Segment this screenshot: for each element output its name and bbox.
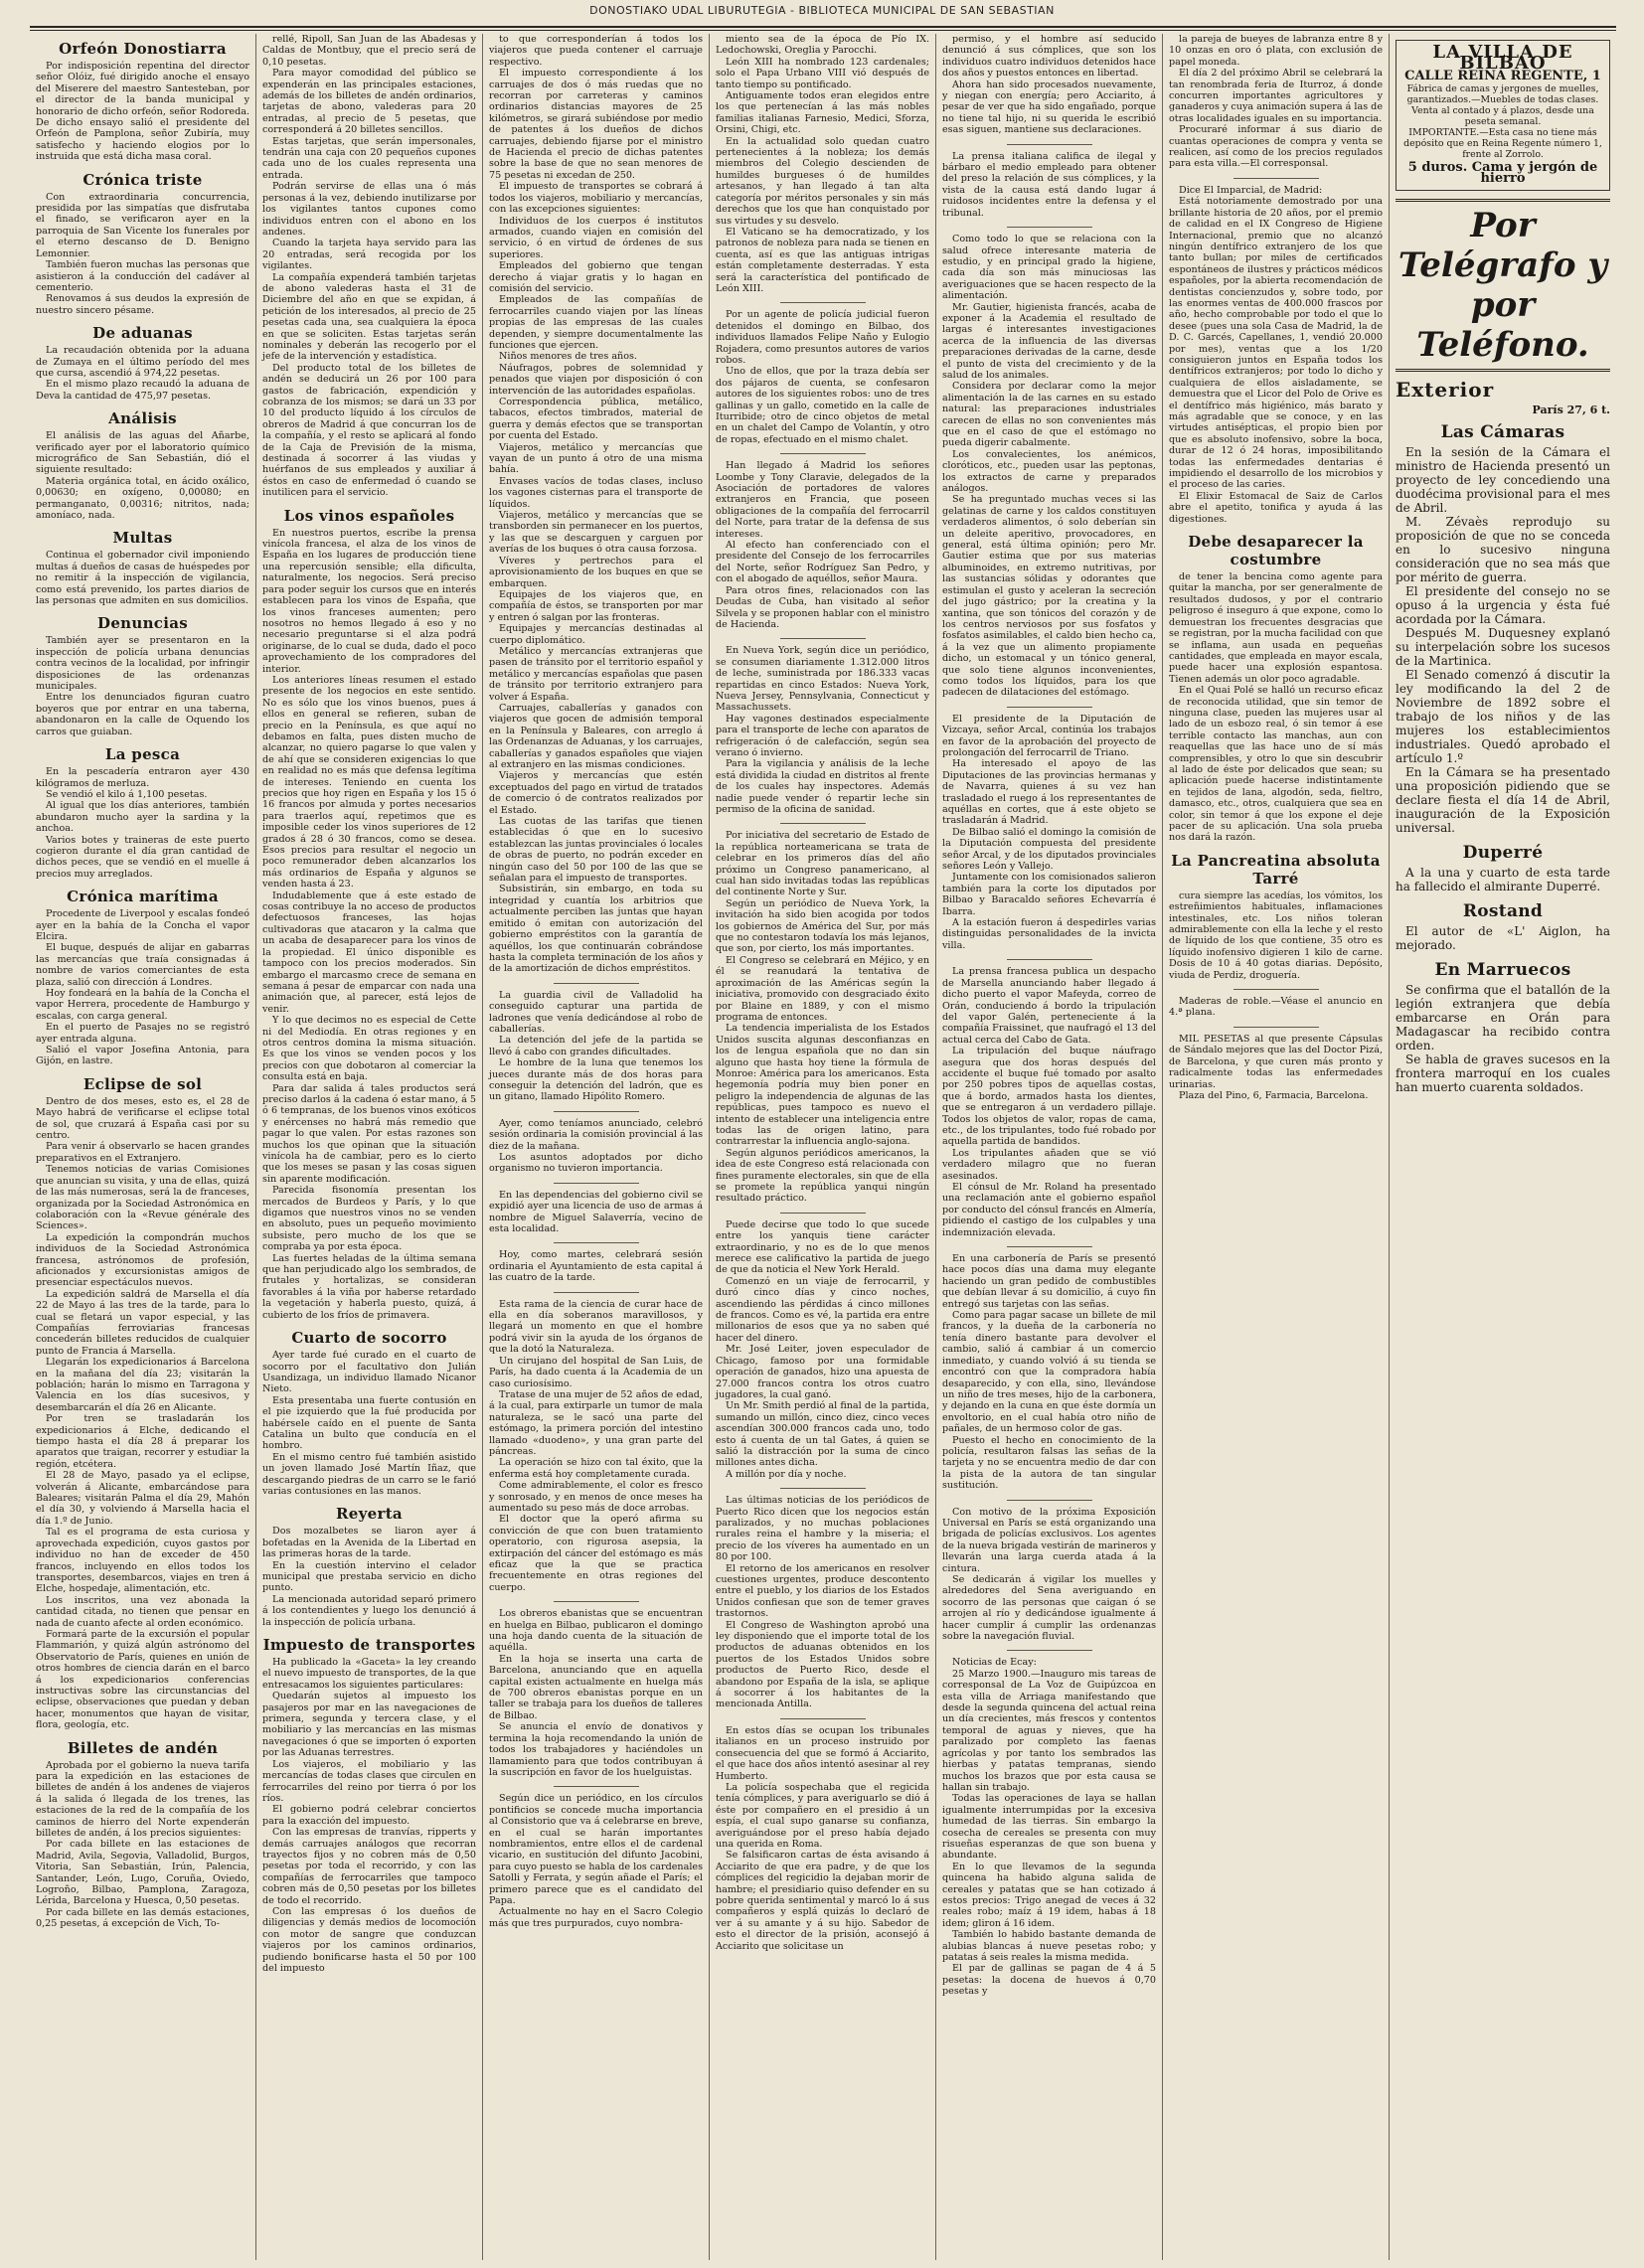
article-paragraph: Se anuncia el envío de donativos y termina la hoja recomendando la unión de todos los trabajadores y haciéndoles un llamamiento para que todos contribuyan á la suscripción en favor de los huelguistas. [489, 1721, 703, 1778]
telegram-paragraph: El presidente del consejo no se opuso á la urgencia y ésta fué acordada por la Cámara. [1396, 584, 1610, 626]
article-paragraph: Quedarán sujetos al impuesto los pasajeros por mar en las navegaciones de primera, segunda y tercera clase, y el mobiliario y las mercancías en las mismas navegaciones ó que se importen ó exporten por las Aduanas terrestres. [262, 1691, 476, 1759]
ad-title: LA VILLA DE BILBAO [1432, 42, 1573, 74]
ad-line: Fábrica de camas y jergones de muelles, garantizados.—Muebles de todas clases. [1406, 83, 1599, 105]
article-paragraph: Equipajes de los viajeros que, en compañía de éstos, se transporten por mar y entren ó salgan por las fronteras. [489, 588, 703, 623]
ad-line: Venta al contado y á plazos, desde una peseta semanal. [1411, 105, 1594, 127]
article-separator [554, 1786, 639, 1787]
article-paragraph: El retorno de los americanos en resolver cuestiones urgentes, produce descontento entre el pueblo, y los diarios de los Estados Unidos confiesan que son de temer graves trastornos. [716, 1562, 929, 1620]
article-untitled [716, 1718, 929, 1952]
article-paragraph: Como para pagar sacase un billete de mil francos, y la dueña de la carbonería no tenía dinero bastante para devolver el cambio, salió á cambiar á un comercio inmediato, y cuando volvió á su tienda se encontró con que la compradora había desaparecido, y con ella, sino, llevándose un niño de tres meses, hijo de la carbonera, y dejando en la cuna en que éste dormía un envoltorio, en el cual había otro niño de pañales, de un hermoso color de gas. [942, 1310, 1156, 1435]
dateline: París 27, 6 t. [1532, 404, 1610, 416]
article-paragraph: En la hoja se inserta una carta de Barcelona, anunciando que en aquella capital existen actualmente en huelga más de 700 obreros ebanistas porque en un taller se trabaja para los dueños de talleres de Bilbao. [489, 1653, 703, 1721]
article-untitled [489, 34, 703, 975]
article-debe-desaparecer-la-costumbre [1169, 533, 1383, 844]
ad-villa-de-bilbao [1396, 40, 1610, 191]
article-paragraph: En el mismo plazo recaudó la aduana de Deva la cantidad de 475,97 pesetas. [36, 379, 249, 402]
article-untitled [489, 1242, 703, 1283]
article-paragraph: Según dice un periódico, en los círculos pontificios se concede mucha importancia al Consistorio que va á celebrarse en breve, en el cual se harán importantes nombramientos, entre ellos el de cardenal vicario, en sustitución del difunto Jacobini, para cuyo puesto se habla de los cardenales Satolli y Ferrata, y según añade el París; el primero parece que es el candidato del Papa. [489, 1793, 703, 1906]
article-paragraph: Con extraordinaria concurrencia, presidida por las simpatías que disfrutaba el finado, se verificaron ayer en la parroquia de San Vicente los funerales por el eterno descanso de D. Benigno Lemonnier. [36, 191, 249, 259]
article-la-pesca [36, 745, 249, 880]
telegram-paragraph: En la sesión de la Cámara el ministro de Hacienda presentó un proyecto de ley concediendo una duodécima provisional para el mes de Abril. [1396, 445, 1610, 515]
article-paragraph: Al igual que los días anteriores, también abundaron mucho ayer la sardina y la anchoa. [36, 800, 249, 835]
article-paragraph: También ayer se presentaron en la inspección de policía urbana denuncias contra vecinos de la localidad, por infringir disposiciones de las ordenanzas municipales. [36, 635, 249, 693]
article-paragraph: En el mismo centro fué también asistido un joven llamado José Martín Iñaz, que descargando piedras de un carro se le farió varias contusiones en las manos. [262, 1451, 476, 1497]
article-separator [1007, 707, 1092, 708]
article-paragraph: Los asuntos adoptados por dicho organismo no tuvieron importancia. [489, 1152, 703, 1175]
article-separator [554, 1242, 639, 1243]
article-paragraph: Tratase de una mujer de 52 años de edad, á la cual, para extirparle un tumor de mala naturaleza, se le sacó una parte del estómago, la primera porción del intestino llamado «duodeno», y una gran parte del páncreas. [489, 1388, 703, 1457]
article-paragraph: Para venir á observarlo se hacen grandes preparativos en el Extranjero. [36, 1141, 249, 1164]
article-paragraph: Actualmente no hay en el Sacro Colegio más que tres purpurados, cuyo nombra- [489, 1906, 703, 1929]
article-separator [780, 453, 866, 454]
article-paragraph: Para otros fines, relacionados con las Deudas de Cuba, han visitado al señor Silvela y se proponen hablar con el ministro de Hacienda. [716, 584, 929, 630]
article-paragraph: MIL PESETAS al que presente Cápsulas de Sándalo mejores que las del Doctor Pizá, de Barcelona, y que curen más pronto y radicalmente todas las enfermedades urinarias. [1169, 1033, 1383, 1090]
article-untitled [489, 1786, 703, 1929]
article-paragraph: El Congreso se celebrará en Méjico, y en él se reanudará la tentativa de aproximación de las Américas según la iniciativa, promovido con desgraciado éxito por Blaine en 1889, y con el mismo programa de entonces. [716, 954, 929, 1023]
article-paragraph: Uno de ellos, que por la traza debía ser dos pájaros de cuenta, se confesaron autores de los siguientes robos: uno de tres gallinas y un gallo, cometido en la calle de Iturribide; otro de cinco objetos de metal en un chalet del Campo de Volantín, y otro de ropas, efectuado en el mismo chalet. [716, 366, 929, 445]
article-paragraph: Entre los denunciados figuran cuatro boyeros que por entrar en una taberna, abandonaron en la calle de Oquendo los carros que guiaban. [36, 692, 249, 737]
article-paragraph: El Vaticano se ha democratizado, y los patronos de nobleza para nada se tienen en cuenta, así es que las antiguas intrigas están completamente desterradas. Y esta será la característica del pontificado de León XIII. [716, 226, 929, 294]
article-paragraph: Con las empresas ó los dueños de diligencias y demás medios de locomoción con motor de sangre que conduzcan viajeros por los caminos ordinarios, pudiendo bonificarse hasta el 50 por 100 del impuesto [262, 1905, 476, 1974]
article-cuarto-de-socorro [262, 1329, 476, 1497]
article-headline: Debe desaparecer la costumbre [1188, 533, 1364, 569]
article-paragraph: Envases vacíos de todas clases, incluso los vagones cisternas para el transporte de líquidos. [489, 475, 703, 510]
article-paragraph: La tripulación del buque náufrago asegura que dos horas después del accidente el buque fué tomado por asalto por 250 pobres tipos de aquellas costas, que á bordo, armados hasta los dientes, que se entregaron á un verdadero pillaje. Todos los objetos de valor, ropas de cama, etc., de los tripulantes, todo fué robado por aquella partida de bandidos. [942, 1046, 1156, 1148]
article-paragraph: Dos mozalbetes se liaron ayer á bofetadas en la Avenida de la Libertad en las primeras horas de la tarde. [262, 1526, 476, 1560]
article-untitled [489, 1111, 703, 1175]
article-paragraph: Equipajes y mercancías destinadas al cuerpo diplomático. [489, 623, 703, 646]
section-title: Exterior [1396, 378, 1495, 402]
article-paragraph: Tenemos noticias de varias Comisiones que anuncian su visita, y una de ellas, quizá de las más numerosas, será la de franceses, organizada por la Sociedad Astronómica en colaboración con la «Revue générale des Sciences». [36, 1164, 249, 1232]
article-paragraph: El impuesto correspondiente á los carruajes de dos ó más ruedas que no recorran por carreteras y caminos ordinarios distancias mayores de 25 kilómetros, se girará subiéndose por medio de patentes á los dueños de dichos carruajes, debiendo fijarse por el ministro de Hacienda el precio de dichas patentes sobre la base de que no sean menores de 75 pesetas ni excedan de 250. [489, 68, 703, 181]
telegram-paragraph: A la una y cuarto de esta tarde ha fallecido el almirante Duperré. [1396, 866, 1610, 893]
article-paragraph: Ayer tarde fué curado en el cuarto de socorro por el facultativo don Julián Usandizaga, un individuo llamado Nicanor Nieto. [262, 1350, 476, 1395]
ad-line: IMPORTANTE.—Esta casa no tiene más depósito que en Reina Regente número 1, frente al Zorrolo. [1403, 127, 1602, 160]
article-paragraph: Se falsificaron cartas de ésta avisando á Acciarito de que era padre, y de que los cómplices del regicidio la dejaban morir de hambre; el presidiario quiso defender en su pobre querida sentimental y marcó lo á sus compañeros y esplá quizás lo declaró de ver á su amante y á su hijo. Sabedor de esto el director de la prisión, aconsejó á Acciarito que solicitase un [716, 1850, 929, 1952]
article-paragraph: Por cada billete en las estaciones de Madrid, Avila, Segovia, Valladolid, Burgos, Vitoria, San Sebastián, Irún, Palencia, Santander, León, Lugo, Coruña, Oviedo, Logroño, Bilbao, Pamplona, Zaragoza, Lérida, Barcelona y Huesca, 0,50 pesetas. [36, 1839, 249, 1907]
article-separator [1233, 1027, 1319, 1028]
article-headline: Impuesto de transportes [262, 1636, 476, 1655]
article-paragraph: La prensa francesa publica un despacho de Marsella anunciando haber llegado á dicho puerto el vapor Mafeyda, correo de Orán, conduciendo á bordo la tripulación del vapor Galén, perteneciente á la compañía Fraissinet, que naufragó el 13 del actual cerca del Cabo de Gata. [942, 966, 1156, 1046]
article-paragraph: Del producto total de los billetes de andén se deducirá un 26 por 100 para gastos de fabricación, expendición y cobranza de los mismos; se dará un 33 por 10 del producto líquido á los círculos de obreros de Madrid á que concurran los de la compañía, y el resto se aplicará al fondo de la Caja de Previsión de la misma, destinada á socorrer á las viudas y huérfanos de sus empleados y auxiliar á éstos en caso de enfermedad ó cuando se inutilicen para el servicio. [262, 362, 476, 499]
telegram-las-camaras [1396, 422, 1610, 835]
article-los-vinos-espanoles [262, 507, 476, 1321]
article-paragraph: Hay vagones destinados especialmente para el transporte de leche con aparatos de refrigeración ó de calefacción, según sea verano ó invierno. [716, 713, 929, 758]
article-paragraph: Hoy, como martes, celebrará sesión ordinaria el Ayuntamiento de esta capital á las cuatro de la tarde. [489, 1249, 703, 1284]
article-separator [554, 1601, 639, 1602]
article-headline: De aduanas [92, 324, 193, 343]
article-untitled [716, 638, 929, 815]
article-paragraph: Continua el gobernador civil imponiendo multas á dueños de casas de huéspedes por no remitir á la inspección de vigilancia, como está prevenido, los partes diarios de las personas que admiten en sus domicilios. [36, 550, 249, 607]
article-untitled [942, 1500, 1156, 1643]
article-untitled [942, 34, 1156, 136]
article-paragraph: El día 2 del próximo Abril se celebrará la tan renombrada feria de Iturroz, á donde concurren importantes agricultores y ganaderos y cuya animación supera á las de otras localidades iguales en su importancia. [1169, 68, 1383, 124]
article-paragraph: Formará parte de la excursión el popular Flammarión, y quizá algún astrónomo del Observatorio de París, quienes en unión de otros hombres de ciencia darán en el barco á los expedicionarios conferencias instructivas sobre las circunstancias del eclipse, observaciones que puedan y deban hacer, monumentos que hayan de visitar, flora, geología, etc. [36, 1628, 249, 1731]
article-paragraph: A millón por día y noche. [726, 1468, 847, 1480]
article-untitled [489, 1183, 703, 1235]
column-7 [1390, 34, 1616, 2260]
article-paragraph: El par de gallinas se pagan de 4 á 5 pesetas: la docena de huevos á 0,70 pesetas y [942, 1963, 1156, 1998]
article-paragraph: Viajeros, metálico y mercancías que vayan de un punto á otro de una misma bahía. [489, 441, 703, 476]
article-untitled [942, 707, 1156, 952]
article-paragraph: Plaza del Pino, 6, Farmacia, Barcelona. [1179, 1089, 1369, 1101]
article-paragraph: Mr. José Leiter, joven especulador de Chicago, famoso por una formidable operación de ganados, hizo una apuesta de 27.000 francos contra los otros cuatro jugadores, la cual ganó. [716, 1344, 929, 1400]
telegram-rostand [1396, 901, 1610, 952]
article-paragraph: Viajeros, metálico y mercancías que se transborden sin permanecer en los puertos, y las que se descarguen y carguen por averías de los buques ó otra causa forzosa. [489, 510, 703, 556]
article-paragraph: Materia orgánica total, en ácido oxálico, 0,00630; en oxígeno, 0,00080; en permanganato, 0,00316; nitritos, nada; amoníaco, nada. [36, 475, 249, 521]
article-paragraph: El presidente de la Diputación de Vizcaya, señor Arcal, continúa los trabajos en favor de la aprobación del proyecto de prolongación del ferrocarril de Triano. [942, 713, 1156, 758]
article-eclipse-de-sol [36, 1075, 249, 1731]
article-paragraph: En lo que llevamos de la segunda quincena ha habido alguna salida de cereales y patatas que se han cotizado á estos precios: Trigo anegad de veces á 32 reales robo; maíz á 19 idem, habas á 18 idem; gliron á 16 idem. [942, 1861, 1156, 1929]
article-paragraph: Puesto el hecho en conocimiento de la policía, resultaron falsas las señas de la tarjeta y no se encuentra medio de dar con la pista de la autora de tan singular sustitución. [942, 1434, 1156, 1492]
article-paragraph: la pareja de bueyes de labranza entre 8 y 10 onzas en oro ó plata, con exclusión de papel moneda. [1169, 34, 1383, 68]
article-paragraph: Los viajeros, el mobiliario y las mercancías de todas clases que circulen en ferrocarriles del reino por tierra ó por los ríos. [262, 1758, 476, 1804]
top-rule [30, 26, 1616, 31]
article-headline: Cuarto de socorro [291, 1329, 447, 1348]
article-paragraph: Para la vigilancia y análisis de la leche está dividida la ciudad en distritos al frente de los cuales hay inspectores. Además nadie puede vender ó repartir leche sin permiso de la oficina de sanidad. [716, 758, 929, 815]
article-paragraph: Procuraré informar á sus diario de cuantas operaciones de compra y venta se realicen, así como de los precios regulados para esta villa.—El corresponsal. [1169, 124, 1383, 170]
article-paragraph: Estas tarjetas, que serán impersonales, tendrán una caja con 20 pequeños cupones cada uno de los cuales representa una entrada. [262, 135, 476, 181]
article-paragraph: cura siempre las acedías, los vómitos, los estreñimientos habituales, inflamaciones intestinales, etc. Los niños toleran admirablemente con ella la leche y el resto de líquido de los que contiene, 35 otro es líquido inofensivo digieren 1 kilo de carne. Dosis de 10 á 40 gotas diarias. Depósito, viuda de Perdiz, droguería. [1169, 890, 1383, 981]
article-separator [780, 1718, 866, 1719]
article-headline: Reyerta [336, 1505, 403, 1524]
article-paragraph: La detención del jefe de la partida se llevó á cabo con grandes dificultades. [489, 1035, 703, 1057]
article-headline: Análisis [108, 409, 177, 428]
article-paragraph: Individuos de los cuerpos é institutos armados, cuando viajen en comisión del servicio, ó en virtud de órdenes de sus superiores. [489, 215, 703, 260]
article-paragraph: Los inscritos, una vez abonada la cantidad citada, no tienen que pensar en nada de cuanto afecte al orden económico. [36, 1594, 249, 1629]
article-headline: Billetes de andén [67, 1738, 219, 1757]
article-paragraph: Llegarán los expedicionarios á Barcelona en la mañana del día 23; visitarán la población; harán lo mismo en Tarragona y Valencia en los días sucesivos, y desembarcarán el día 26 en Alicante. [36, 1357, 249, 1413]
article-paragraph: Correspondencia pública, metálico, tabacos, efectos timbrados, material de guerra y demás efectos que se transportan por cuenta del Estado. [489, 397, 703, 442]
telegram-paragraph: Se confirma que el batallón de la legión extranjera que debía embarcarse en Orán para Madagascar ha recibido contra orden. [1396, 983, 1610, 1053]
article-untitled [1169, 989, 1383, 1019]
article-headline: Los vinos españoles [283, 506, 455, 525]
article-paragraph: Dentro de dos meses, esto es, el 28 de Mayo habrá de verificarse el eclipse total de sol, que cruzará á España casi por su centro. [36, 1095, 249, 1142]
article-paragraph: Los convalecientes, los anémicos, cloróticos, etc., pueden usar las peptonas, los extractos de carne y preparados análogos. [942, 448, 1156, 495]
article-paragraph: Indudablemente que á este estado de cosas contribuye la no acceso de productos defectuosos franceses, las hojas cultivadoras que atacaron y la calma que un acaba de desaparecer para los vinos de la propiedad. El único disponible es tampoco con los precios moderados. Sin embargo el marcasmo crece de semana en semana á pesar de emparcar con nada una animación que, al parecer, está lejos de venir. [262, 890, 476, 1015]
article-la-pancreatina-absoluta-tarre [1169, 852, 1383, 981]
article-paragraph: Han llegado á Madrid los señores Loombe y Tony Claravie, delegados de la Asociación de portadores de valores extranjeros en Francia, que poseen obligaciones de la compañía del ferrocarril del Norte, para tratar de la defensa de sus intereses. [716, 460, 929, 540]
article-paragraph: A la estación fueron á despedirles varias distinguidas personalidades de la invicta villa. [942, 917, 1156, 951]
article-headline: Crónica marítima [67, 888, 219, 906]
column-5 [936, 34, 1163, 2260]
article-paragraph: 25 Marzo 1900.—Inauguro mis tareas de corresponsal de La Voz de Guipúzcoa en esta villa de Arriaga manifestando que desde la segunda quincena del actual reina un día crecientes, más frescos y contentos temporal de aguas y nieves, que ha paralizado por completo las faenas agrícolas y por tanto los sembrados las hierbas y patatas tempranas, siendo muchos los brazos que por esta causa se hallan sin trabajo. [942, 1668, 1156, 1793]
article-paragraph: de tener la bencina como agente para quitar la mancha, por ser generalmente de resultados dudosos, y por el contrario peligroso é inseguro á que expone, como lo demuestran los frecuentes desgracias que se registran, por la mucha facilidad con que se inflama, aun usada en pequeñas cantidades, que empleada en mayor escala, puede hacer una explosión espantosa. Tienen además un olor poco agradable. [1169, 571, 1383, 685]
article-paragraph: La guardia civil de Valladolid ha conseguido capturar una partida de ladrones que venía dedicándose al robo de caballerías. [489, 989, 703, 1035]
article-impuesto-de-transportes [262, 1636, 476, 1974]
article-paragraph: Salió el vapor Josefina Antonia, para Gijón, en lastre. [36, 1045, 249, 1067]
late-articles [1396, 422, 1610, 1094]
article-paragraph: Comenzó en un viaje de ferrocarril, y duró cinco días y cinco noches, ascendiendo las pérdidas á cinco millones de francos. Como es vé, la partida era entre millonarios de esos que ya no saben qué hacer del dinero. [716, 1275, 929, 1344]
article-untitled [489, 983, 703, 1103]
article-paragraph: Por indisposición repentina del director señor Olóiz, fué dirigido anoche el ensayo del Miserere del maestro Santesteban, por el director de la banda municipal y honorario de dicho orfeón, señor Rodoreda. De dicho ensayo salió el presidente del Orfeón de Pamplona, señor Zubiría, muy satisfecho y haciendo elogios por lo instruida que está dicha masa coral. [36, 61, 249, 163]
ad-subtitle: CALLE REINA REGENTE, 1 [1404, 69, 1601, 83]
article-untitled [716, 1213, 929, 1480]
library-header: DONOSTIAKO UDAL LIBURUTEGIA - BIBLIOTECA MUNICIPAL DE SAN SEBASTIAN [589, 4, 1055, 17]
article-paragraph: Según algunos periódicos americanos, la idea de este Congreso está relacionada con fines puramente electorales, sin que de ella se promete la república yanqui ningún resultado práctico. [716, 1147, 929, 1205]
article-separator [1007, 1650, 1092, 1651]
article-headline: Crónica triste [82, 170, 203, 189]
article-paragraph: Todas las operaciones de laya se hallan igualmente interrumpidas por la excesiva humedad de las tierras. Sin embargo la cosecha de cereales se presenta con muy risueñas esperanzas de que son buena y abundante. [942, 1793, 1156, 1862]
article-untitled [716, 302, 929, 445]
article-paragraph: Tal es el programa de esta curiosa y aprovechada expedición, cuyos gastos por individuo no han de exceder de 450 francos, incluyendo en ellos todos los transportes, desembarcos, viajes en tren á Elche, hospedaje, alimentación, etc. [36, 1527, 249, 1595]
article-paragraph: El 28 de Mayo, pasado ya el eclipse, volverán á Alicante, embarcándose para Baleares; visitarán Palma el día 29, Mahón el día 30, y volviendo á Marsella hacia el día 1.º de Junio. [36, 1470, 249, 1527]
article-untitled [942, 227, 1156, 699]
article-paragraph: El Elixir Estomacal de Saiz de Carlos abre el apetito, tonifica y ayuda á las digestiones. [1169, 490, 1383, 525]
article-paragraph: La expedición saldrá de Marsella el día 22 de Mayo á las tres de la tarde, para lo cual se fletará un vapor especial, y las Compañías ferroviarias francesas concederán billetes reducidos de cualquier punto de Francia á Marsella. [36, 1288, 249, 1357]
article-paragraph: En estos días se ocupan los tribunales italianos en un proceso instruido por consecuencia del que se formó á Acciarito, el que hace dos años intentó asesinar al rey Humberto. [716, 1724, 929, 1782]
article-untitled [942, 1650, 1156, 1997]
article-separator [1233, 989, 1319, 990]
telegram-headline: Las Cámaras [1440, 422, 1565, 442]
article-separator [780, 302, 866, 303]
article-untitled [489, 1601, 703, 1778]
article-paragraph: Los tripulantes añaden que se vió verdadero milagro que no fueran asesinados. [942, 1147, 1156, 1182]
column-1 [30, 34, 256, 2260]
article-untitled [942, 959, 1156, 1238]
article-separator [1007, 1246, 1092, 1247]
article-paragraph: Mr. Gautier, higienista francés, acaba de exponer á la Academia el resultado de largas é interesantes investigaciones acerca de la influencia de las diversas preparaciones derivadas de la carne, desde el punto de vista del crecimiento y de la salud de los animales. [942, 301, 1156, 381]
article-paragraph: La compañía expenderá también tarjetas de abono valederas hasta el 31 de Diciembre del año en que se expidan, á petición de los interesados, al precio de 25 pesetas cada una, sea cualquiera la época en que se soliciten. Estas tarjetas serán nominales y deberán las recogerlo por el jefe de la intervención y estadística. [262, 271, 476, 363]
article-paragraph: Antiguamente todos eran elegidos entre los que pertenecían á las más nobles familias italianas Farnesio, Medici, Sforza, Orsini, Chigi, etc. [716, 90, 929, 136]
article-separator [554, 1292, 639, 1293]
article-paragraph: Ha interesado el apoyo de las Diputaciones de las provincias hermanas y de Navarra, quienes á su vez han trasladado el ruego á los representantes de aquéllas en cortes, que á este objeto se trasladarán á Madrid. [942, 758, 1156, 827]
telegram-paragraph: El Senado comenzó á discutir la ley modificando la del 2 de Noviembre de 1892 sobre el trabajo de los niños y de las mujeres los establecimientos industriales. Quedó aprobado el artículo 1.º [1396, 668, 1610, 765]
article-paragraph: Un cirujano del hospital de San Luis, de París, ha dado cuenta á la Academia de un caso curiosísimo. [489, 1355, 703, 1389]
article-paragraph: El gobierno podrá celebrar conciertos para la exacción del impuesto. [262, 1804, 476, 1827]
telegram-headline: En Marruecos [1434, 960, 1571, 980]
article-paragraph: Ha publicado la «Gaceta» la ley creando el nuevo impuesto de transportes, de la que entresacamos los siguientes particulares: [262, 1657, 476, 1691]
article-paragraph: Dice El Imparcial, de Madrid: [1179, 184, 1323, 196]
article-untitled [716, 34, 929, 294]
article-paragraph: Carruajes, caballerías y ganados con viajeros que gocen de admisión temporal en la Península y Baleares, con arreglo á las Ordenanzas de Aduanas, y los carruajes, caballerías y ganados españoles que viajen al extranjero en las mismas condiciones. [489, 702, 703, 770]
article-untitled [1169, 34, 1383, 170]
column-6 [1163, 34, 1390, 2260]
article-paragraph: Al efecto han conferenciado con el presidente del Consejo de los ferrocarriles del Norte, señor Rodríguez San Pedro, y con el abogado de aquéllos, señor Maura. [716, 540, 929, 585]
article-paragraph: En la actualidad solo quedan cuatro pertenecientes á la nobleza; los demás miembros del Colegio descienden de humildes burgueses ó de humildes artesanos, y han llegado á tan alta categoría por méritos personales y sin más derechos que los que han conquistado por sus virtudes y su desvelo. [716, 135, 929, 227]
article-separator [554, 1183, 639, 1184]
article-paragraph: Varios botes y traineras de este puerto cogieron durante el día gran cantidad de dichos peces, que se vendió en el muelle á precios muy arreglados. [36, 834, 249, 880]
article-paragraph: En las dependencias del gobierno civil se expidió ayer una licencia de uso de armas á nombre de Miguel Salaverría, vecino de esta localidad. [489, 1189, 703, 1235]
article-untitled [489, 1292, 703, 1594]
telegram-paragraph: Después M. Duquesney explanó su interpelación sobre los sucesos de la Martinica. [1396, 626, 1610, 668]
article-paragraph: Y lo que decimos no es especial de Cette ni del Mediodía. En otras regiones y en otros centros domina la misma situación. Es que los vinos se venden pocos y los precios con que dobotaron al comerciar la consulta está en baja. [262, 1015, 476, 1083]
article-paragraph: Según un periódico de Nueva York, la invitación ha sido bien acogida por todos los gobiernos de América del Sur, por más que no contestaron todavía los más lejanos, que son, por cierto, los más importantes. [716, 897, 929, 955]
article-paragraph: Se vendió el kilo á 1,100 pesetas. [46, 788, 208, 800]
article-paragraph: Como todo lo que se relaciona con la salud ofrece interesante materia de estudio, y en principal grado la higiene, cada día son más minuciosas las averiguaciones que se hacen respecto de la alimentación. [942, 234, 1156, 302]
article-paragraph: Ahora han sido procesados nuevamente, y niegan con energía; pero Acciarito, á pesar de ver que ha sido engañado, porque no tiene tal hijo, ni su querida le escribió esas siguen, mantiene sus declaraciones. [942, 79, 1156, 136]
article-paragraph: El análisis de las aguas del Añarbe, verificado ayer por el laboratorio químico micrográfico de San Sebastián, dió el siguiente resultado: [36, 430, 249, 476]
article-paragraph: Por tren se trasladarán los expedicionarios á Elche, dedicando el tiempo hasta el día 28 á preparar los aparatos que traigan, recorrer y estudiar la región, etcétera. [36, 1413, 249, 1470]
article-paragraph: Empleados del gobierno que tengan derecho á viajar gratis y lo hagan en comisión del servicio. [489, 260, 703, 294]
article-paragraph: Un Mr. Smith perdió al final de la partida, sumando un millón, cinco diez, cinco veces ascendían 300.000 francos cada uno, todo esto á cuenta de un tal Gates, á quien se salió la distracción por la suma de cinco millones antes dicha. [716, 1400, 929, 1469]
article-paragraph: to que corresponderían á todos los viajeros que pueda contener el carruaje respectivo. [489, 34, 703, 68]
telegram-paragraph: M. Zévaès reprodujo su proposición de que no se conceda en lo sucesivo ninguna consideración que no sea más que por mérito de guerra. [1396, 515, 1610, 584]
article-paragraph: La policía sospechaba que el regicida tenía cómplices, y para averiguarlo se dió á éste por compañero en el presidio á un espía, el cual supo ganarse su confianza, averiguándose por el preso había dejado una querida en Roma. [716, 1781, 929, 1850]
article-paragraph: Los obreros ebanistas que se encuentran en huelga en Bilbao, publicaron el domingo una hoja dando cuenta de la situación de aquélla. [489, 1608, 703, 1654]
article-paragraph: León XIII ha nombrado 123 cardenales; solo el Papa Urbano VIII vió después de tanto tiempo su pontificado. [716, 56, 929, 90]
article-paragraph: Come admirablemente, el color es fresco y sonrosado, y en menos de once meses ha aumentado su peso más de doce arrobas. [489, 1480, 703, 1514]
article-paragraph: Subsistirán, sin embargo, en toda su integridad y cuantía los arbitrios que actualmente perciben las juntas que hayan emitido ó emitan con autorización del gobierno empréstitos con la garantía de aquéllos, los que continuarán cobrándose hasta la completa terminación de los años y de la amortización de dichos empréstitos. [489, 884, 703, 975]
article-paragraph: La prensa italiana califica de ilegal y bárbaro el medio empleado para obtener del preso la relación de sus cómplices, y la vista de la causa está dando lugar á ruidosos incidentes entre la defensa y el tribunal. [942, 150, 1156, 219]
article-paragraph: En la cuestión intervino el celador municipal que prestaba servicio en dicho punto. [262, 1559, 476, 1594]
article-de-aduanas [36, 324, 249, 402]
article-paragraph: Juntamente con los comisionados salieron también para la corte los diputados por Bilbao y Baracaldo señores Echevarría é Ibarra. [942, 872, 1156, 917]
article-separator [780, 823, 866, 824]
article-paragraph: La expedición la compondrán muchos individuos de la Sociedad Astronómica francesa, astrónomos de profesión, aficionados y excursionistas amigos de presenciar espectáculos nuevos. [36, 1231, 249, 1289]
article-paragraph: Parecida fisonomía presentan los mercados de Burdeos y París, y lo que digamos que nuestros vinos no se venden en absoluto, pues un pequeño movimiento subsiste, pero mucho de los que se compraba ya por esta época. [262, 1185, 476, 1253]
article-untitled [1169, 1027, 1383, 1101]
article-separator [780, 1213, 866, 1214]
article-reyerta [262, 1505, 476, 1628]
article-paragraph: Empleados de las compañías de ferrocarriles cuando viajen por las líneas propias de las empresas de las cuales dependen, y siempre documentalmente las funciones que ejercen. [489, 294, 703, 351]
columns [30, 34, 1616, 2260]
article-paragraph: En una carbonería de París se presentó hace pocos días una dama muy elegante haciendo un gran pedido de combustibles que debían llevar á su domicilio, á cuyo fin entregó sus tarjetas con las señas. [942, 1253, 1156, 1310]
article-multas [36, 529, 249, 606]
article-untitled [716, 453, 929, 630]
article-paragraph: Está notoriamente demostrado por una brillante historia de 20 años, por el premio de calidad en el IX Congreso de Higiene Internacional, premio que no alcanzó ningún dentífrico extranjero de los que tanto bullan; por miles de certificados espontáneos de ilustres y prácticos médicos españoles, por la abierta recomendación de dentistas concienzudos y, sobre todo, por las enormes ventas de 400.000 frascos por año, hecho comprobable por todo el que lo desee (pues una sola Casa de Madrid, la de D. C. Garcés, Capellanes, 1, vendió 20.000 por mes), ventas que a los 1/20 consiguieron juntos en España todos los dentífricos extranjeros; por todo lo dicho y cualquiera de ellos aisladamente, se demuestra que el Licor del Polo de Orive es el dentífrico más higiénico, más barato y más agradable que se conoce, y en las virtudes antisépticas, el propio bien por que es absoluto inofensivo, sobre la boca, durar de 12 ó 24 horas, imposibilitando todas las enfermedades dentarias é impidiendo el desarrollo de los microbios y el proceso de las caries. [1169, 196, 1383, 491]
telegram-paragraph: En la Cámara se ha presentado una proposición pidiendo que se declare fiesta el día 14 de Abril, inauguración de la Exposición universal. [1396, 765, 1610, 835]
article-paragraph: En el puerto de Pasajes no se registró ayer entrada alguna. [36, 1022, 249, 1045]
column-2 [256, 34, 483, 2260]
article-headline: La pesca [104, 745, 181, 764]
ad-footer: 5 duros. Cama y jergón de hierro [1407, 160, 1598, 186]
article-paragraph: Cuando la tarjeta haya servido para las 20 entradas, será recogida por los vigilantes. [262, 238, 476, 272]
article-untitled [716, 823, 929, 1204]
article-untitled [1169, 178, 1383, 525]
article-paragraph: Por un agente de policía judicial fueron detenidos el domingo en Bilbao, dos individuos llamados Felipe Naño y Eulogio Rojadera, como presuntos autores de varios robos. [716, 309, 929, 366]
article-paragraph: permiso, y el hombre así seducido denunció á sus cómplices, que son los individuos cuatro individuos detenidos hace dos años y puestos entonces en libertad. [942, 34, 1156, 80]
article-paragraph: Considera por declarar como la mejor alimentación la de las carnes en su estado natural: las preparaciones industriales carecen de ellas no son convenientes más que en el caso de que el estómago no pueda digerir cabalmente. [942, 381, 1156, 449]
article-headline: Orfeón Donostiarra [59, 40, 227, 58]
article-paragraph: El impuesto de transportes se cobrará á todos los viajeros, mobiliario y mercancías, con las excepciones siguientes: [489, 181, 703, 216]
article-orfeon-donostiarra [36, 40, 249, 163]
article-cronica-triste [36, 171, 249, 316]
article-separator [1007, 1500, 1092, 1501]
article-paragraph: Víveres y pertrechos para el aprovisionamiento de los buques en que se embarquen. [489, 555, 703, 589]
article-paragraph: Niños menores de tres años. [499, 351, 637, 363]
article-separator [780, 1488, 866, 1489]
article-paragraph: De Bilbao salió el domingo la comisión de la Diputación compuesta del presidente señor Arcal, y de los diputados provinciales señores León y Vallejo. [942, 826, 1156, 873]
article-untitled [262, 34, 476, 499]
article-paragraph: En Nueva York, según dice un periódico, se consumen diariamente 1.312.000 litros de leche, suministrada por 186.333 vacas repartidas en cinco Estados: Nueva York, Nueva Jersey, Pennsylvania, Connecticut y Massachussets. [716, 645, 929, 714]
article-paragraph: Podrán servirse de ellas una ó más personas á la vez, debiendo inutilizarse por los vigilantes tantos cupones como individuos entren con el abono en los andenes. [262, 181, 476, 238]
article-billetes-de-anden [36, 1739, 249, 1930]
article-paragraph: En la pescadería entraron ayer 430 kilógramos de merluza. [36, 766, 249, 789]
article-paragraph: Viajeros y mercancías que estén exceptuados del pago en virtud de tratados de comercio ó de contratos realizados por el Estado. [489, 770, 703, 816]
column-3 [483, 34, 710, 2260]
article-paragraph: También lo habido bastante demanda de alubias blancas á nueve pesetas robo; y patatas á seis reales la misma medida. [942, 1929, 1156, 1963]
article-paragraph: En el Quai Polé se halló un recurso eficaz de reconocida utilidad, que sin temor de ninguna clase, pueden las mujeres usar al lado de un esbozo real, ó sin temor á ese terrible contacto las manchas, aun con reaquellas que las hace uno de sí más comprensibles, y otro lo que sin descubrir al lado de éste por delicados que sean; su aplicación puede hacerse indistintamente en tejidos de lana, algodón, seda, fieltro, damasco, etc., otros, cualquiera que sea en color, sin temor á que los expone el deje pacer de su aplicación. Una sola prueba nos dará la razón. [1169, 685, 1383, 844]
article-paragraph: La tendencia imperialista de los Estados Unidos suscita algunas desconfianzas en los de lengua española que no dan sin alguno que hasta hoy tiene la fórmula de Monroe: América para los americanos. Esta hegemonía podría muy bien poner en peligro la independencia de algunas de las repúblicas, pues tampoco es nuevo el intento de establecer una inteligencia entre todas las de origen latino, para contrarrestar la influencia anglo-sajona. [716, 1023, 929, 1148]
article-paragraph: Para mayor comodidad del público se expenderán en las principales estaciones, además de los billetes de andén ordinarios, tarjetas de abono, valederas para 20 entradas, al precio de 5 pesetas, que corresponderá á 20 billetes sencillos. [262, 68, 476, 136]
article-paragraph: Se ha preguntado muchas veces si las gelatinas de carne y los caldos constituyen verdaderos alimentos, ó solo deberían sin un deleite aperitivo, provocadores, en general, está última opinión; pero Mr. Gautier estima que por sus materias albuminoides, en extremo nutritivas, por las sustancias sólidas y odorantes que estimulan el gusto y aceleran la secreción del jugo gástrico; por la creatina y la xantina, que son tónicos del corazón y de los centros nerviosos por sus fosfatos y fosfatos asimilables, el caldo bien hecho ca, á la vez que un alimento propiamente dicho, un estomacal y un tónico general, que solo tiene algunos inconvenientes, como todos los líquidos, para los que padecen de dilataciones del estómago. [942, 494, 1156, 699]
article-paragraph: Metálico y mercancías extranjeras que pasen de tránsito por el territorio español y metálico y mercancías españolas que pasen de tránsito por territorio extranjero para volver á España. [489, 645, 703, 703]
article-analisis [36, 409, 249, 521]
article-untitled [716, 1488, 929, 1710]
article-paragraph: Con las empresas de tranvías, ripperts y demás carruajes análogos que recorran trayectos fijos y no cobren más de 0,50 pesetas por toda el recorrido, y con las compañías de ferrocarriles que tampoco cobren más de 0,50 pesetas por los billetes de todo el recorrido. [262, 1827, 476, 1906]
article-paragraph: Se dedicarán á vigilar los muelles y alrededores del Sena averiguando en socorro de las personas que caigan ó se arrojen al río y dedicándose igualmente á hacer cumplir á cumplir las ordenanzas sobre la navegación fluvial. [942, 1574, 1156, 1643]
article-paragraph: Puede decirse que todo lo que sucede entre los yanquis tiene carácter extraordinario, y no es de lo que menos merece ese calificativo la partida de juego de que da noticia el New York Herald. [716, 1218, 929, 1276]
article-paragraph: El cónsul de Mr. Roland ha presentado una reclamación ante el gobierno español por conducto del cónsul francés en Almería, pidiendo el castigo de los culpables y una indemnización elevada. [942, 1182, 1156, 1238]
article-paragraph: Renovamos á sus deudos la expresión de nuestro sincero pésame. [36, 293, 249, 316]
article-separator [1007, 144, 1092, 145]
article-paragraph: Noticias de Ecay: [952, 1657, 1037, 1669]
article-paragraph: Las fuertes heladas de la última semana que han perjudicado algo los sembrados, de frutales y hortalizas, se consideran favorables á la viña por haberse retardado la vegetación y haberla puesto, quizá, á cubierto de los fríos de primavera. [262, 1252, 476, 1321]
article-paragraph: miento sea de la época de Pío IX. Ledochowski, Oreglia y Parocchi. [716, 34, 929, 57]
article-paragraph: Esta rama de la ciencia de curar hace de ella en día soberanos maravillosos, y llegará un momento en que el hombre podrá vivir sin la ayuda de los órganos de que la dotó la Naturaleza. [489, 1298, 703, 1356]
article-paragraph: Maderas de roble.—Véase el anuncio en 4.ª plana. [1169, 996, 1383, 1019]
article-separator [554, 983, 639, 984]
article-separator [780, 638, 866, 639]
article-paragraph: Por cada billete en las demás estaciones, 0,25 pesetas, á excepción de Vich, To- [36, 1906, 249, 1930]
telegram-paragraph: Se habla de graves sucesos en la frontera marroquí en los cuales han muerto cuarenta soldados. [1396, 1053, 1610, 1094]
article-paragraph: rellé, Ripoll, San Juan de las Abadesas y Caldas de Montbuy, que el precio será de 0,10 pesetas. [262, 34, 476, 68]
article-separator [1007, 227, 1092, 228]
article-paragraph: Esta presentaba una fuerte contusión en el pie izquierdo que la fué producida por habérsele caído en el puente de Santa Catalina un bulto que conducía en el hombro. [262, 1394, 476, 1452]
article-paragraph: El doctor que la operó afirma su convicción de que con buen tratamiento operatorio, con rigurosa asepsia, la extirpación del cáncer del estómago es más eficaz que la que se practica frecuentemente en otras regiones del cuerpo. [489, 1514, 703, 1593]
telegram-headline: Rostand [1462, 901, 1544, 921]
article-paragraph: Los anteriores líneas resumen el estado presente de los negocios en este sentido. No es sólo que los vinos buenos, pues á ellos en general se refieren, suban de precio en la Península, es que aquí no debamos en falta, pues disten mucho de alcanzar, no quiero pagarse lo que valen y de ahí que se consideren exigencias lo que en realidad no es más que defensa legítima de intereses. Teniendo en cuenta los precios que hoy rigen en España y los 15 ó 16 francos por almuda y portes necesarios para traerlos aquí, repetimos que es imposible ceder los vinos superiores de 12 grados á 28 ó 30 francos, como se desea. Esos precios para resultar el negocio un poco remunerador deben alcanzarlos los más ordinarios de España y algunos se venden hasta á 23. [262, 674, 476, 891]
article-headline: Multas [112, 529, 173, 548]
telegram-duperre [1396, 843, 1610, 893]
article-paragraph: Para dar salida á tales productos será preciso darlos á la cadena ó estar mano, á 5 ó 6 tempranas, de los buenos vinos exóticos y enércenses no habrá más remedio que pagar lo que valen. Por estas razones son muchos los que opinan que la situación vinícola ha de cambiar, pero es lo cierto que los meses se pasan y las cosas siguen sin aparente modificación. [262, 1082, 476, 1185]
article-paragraph: La mencionada autoridad separó primero á los contendientes y luego los denunció á la inspección de policía urbana. [262, 1593, 476, 1628]
telegraph-banner: Por Telégrafo y por Teléfono. [1396, 199, 1610, 372]
article-paragraph: Le hombre de la luna que tenemos los jueces durante más de dos horas para conseguir la detención del ladrón, que es un gitano, llamado Hipólito Romero. [489, 1057, 703, 1103]
article-paragraph: Por iniciativa del secretario de Estado de la república norteamericana se trata de celebrar en los primeros días del año próximo un Congreso panamericano, al cual han sido invitadas todas las repúblicas del continente Norte y Sur. [716, 830, 929, 898]
article-paragraph: Procedente de Liverpool y escalas fondeó ayer en la bahía de la Concha el vapor Elcira. [36, 908, 249, 942]
article-paragraph: La operación se hizo con tal éxito, que la enferma está hoy completamente curada. [489, 1457, 703, 1480]
article-paragraph: Hoy fondeará en la bahía de la Concha el vapor Herrera, procedente de Hamburgo y escalas, con carga general. [36, 988, 249, 1022]
article-paragraph: Las cuotas de las tarifas que tienen establecidas ó que en lo sucesivo establezcan las juntas provinciales ó locales de obras de puerto, no podrán exceder en ningún caso del 50 por 100 de las que se señalan para el impuesto de transportes. [489, 816, 703, 885]
article-headline: Denuncias [97, 614, 188, 633]
article-untitled [942, 1246, 1156, 1492]
article-paragraph: Náufragos, pobres de solemnidad y penados que viajen por disposición ó con intervención de las autoridades españolas. [489, 362, 703, 397]
article-paragraph: Con motivo de la próxima Exposición Universal en París se está organizando una brigada de policías exclusivos. Los agentes de la nueva brigada vestirán de marineros y llevarán una larga cuerda atada á la cintura. [942, 1506, 1156, 1574]
article-paragraph: El Congreso de Washington aprobó una ley disponiendo que el importe total de los productos de aduanas obtenidos en los puertos de los Estados Unidos sobre productos de Puerto Rico, desde el abandono por España de la isla, se aplique á socorrer á los habitantes de la mencionada Antilla. [716, 1619, 929, 1710]
article-paragraph: Aprobada por el gobierno la nueva tarifa para la expedición en las estaciones de billetes de andén á los andenes de viajeros á la salida ó llegada de los trenes, las estaciones de la red de la compañía de los caminos de hierro del Norte expenderán billetes de andén, á los precios siguientes: [36, 1759, 249, 1840]
article-headline: La Pancreatina absoluta Tarré [1171, 851, 1381, 888]
article-paragraph: El buque, después de alijar en gabarras las mercancías que traía consignadas á nombre de varios comerciantes de esta plaza, salió con dirección á Londres. [36, 942, 249, 988]
article-untitled [942, 144, 1156, 219]
article-cronica-maritima [36, 888, 249, 1067]
article-separator [1007, 959, 1092, 960]
article-paragraph: También fueron muchas las personas que asistieron á la conducción del cadáver al cementerio. [36, 259, 249, 293]
telegram-paragraph: El autor de «L' Aiglon, ha mejorado. [1396, 924, 1610, 952]
telegram-en-marruecos [1396, 960, 1610, 1094]
article-paragraph: Las últimas noticias de los periódicos de Puerto Rico dicen que los negocios están paralizados, y no muchas poblaciones rurales reina el hambre y la miseria; el precio de los víveres ha aumentado en un 80 por 100. [716, 1495, 929, 1563]
article-separator [554, 1111, 639, 1112]
article-paragraph: Ayer, como teníamos anunciado, celebró sesión ordinaria la comisión provincial á las diez de la mañana. [489, 1117, 703, 1152]
telegram-headline: Duperré [1462, 843, 1544, 863]
article-paragraph: La recaudación obtenida por la aduana de Zumaya en el último período del mes que cursa, ascendió á 974,22 pesetas. [36, 345, 249, 379]
article-paragraph: En nuestros puertos, escribe la prensa vinícola francesa, el alza de los vinos de España en los lugares de producción tiene una repercusión sensible; ella dificulta, naturalmente, los negocios. Será preciso para poder seguir los cursos que en interés establecen para los vinos de España, que los vinos franceses aumenten; pero nosotros no hemos llegado á eso y no necesario preguntarse si el alza podrá originarse, de lo cual se duda, dado el poco aprovechamiento de los compradores del interior. [262, 527, 476, 675]
article-separator [1233, 178, 1319, 179]
article-headline: Eclipse de sol [82, 1074, 203, 1093]
column-4 [710, 34, 936, 2260]
article-denuncias [36, 614, 249, 737]
